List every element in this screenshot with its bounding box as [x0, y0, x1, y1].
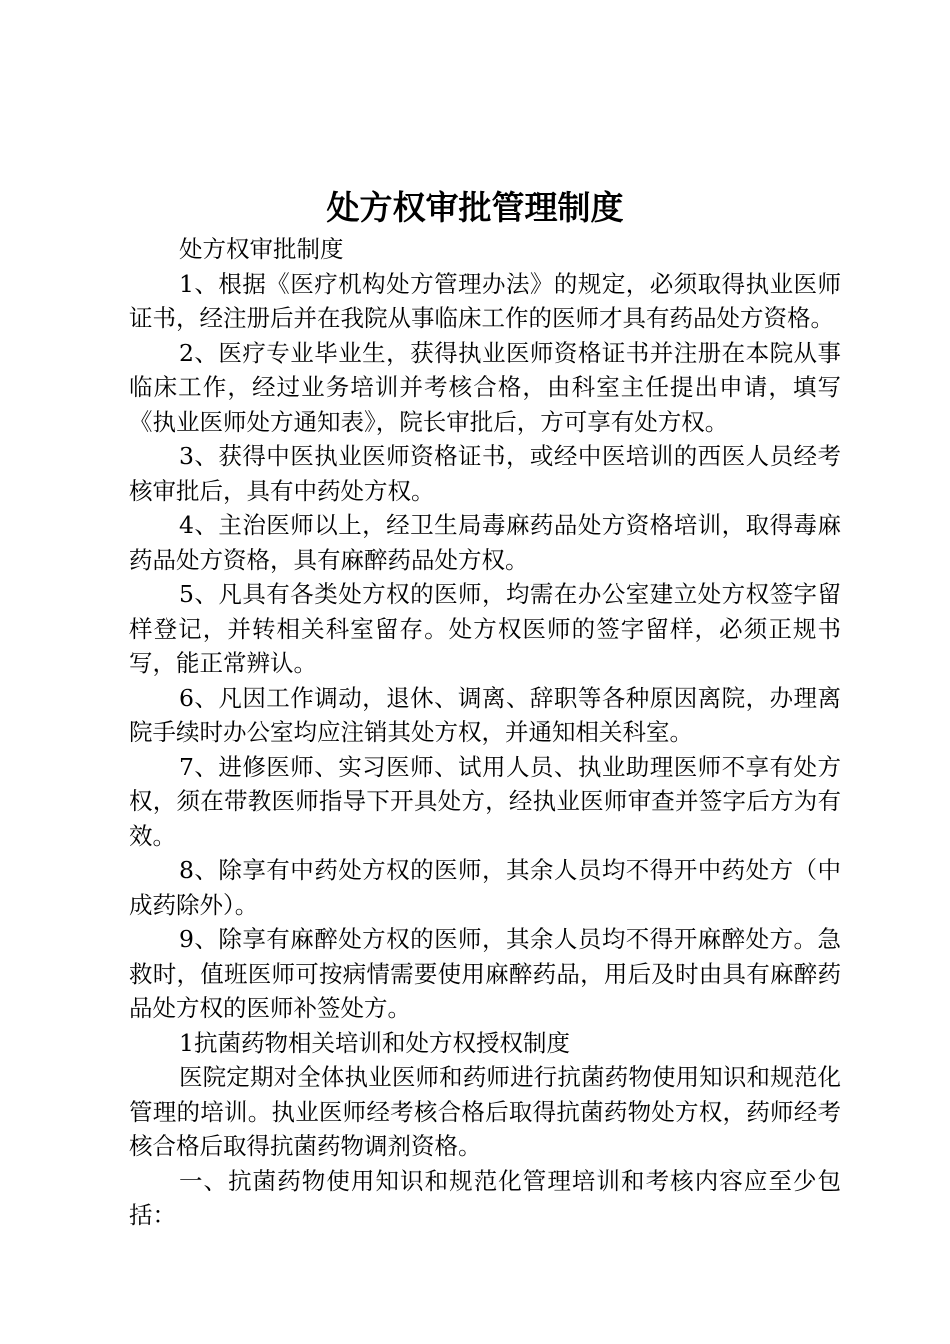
document-body [129, 232, 841, 1233]
paragraph-item-3: 3、获得中医执业医师资格证书，或经中医培训的西医人员经考核审批后，具有中药处方权。 [129, 442, 841, 505]
subheading-prescription-approval: 处方权审批制度 [179, 235, 344, 263]
paragraph-item-7: 7、进修医师、实习医师、试用人员、执业助理医师不享有处方权，须在带教医师指导下开具处方，经执业医师审查并签字后方为有效。 [129, 752, 841, 850]
paragraph-item-8: 8、除享有中药处方权的医师，其余人员均不得开中药处方（中成药除外）。 [129, 856, 841, 919]
paragraph-item-1: 1、根据《医疗机构处方管理办法》的规定，必须取得执业医师证书，经注册后并在我院从事临床工作的医师才具有药品处方资格。 [129, 269, 841, 332]
paragraph-item-6: 6、凡因工作调动，退休、调离、辞职等各种原因离院，办理离院手续时办公室均应注销其处方权，并通知相关科室。 [129, 683, 841, 746]
paragraph-item-9: 9、除享有麻醉处方权的医师，其余人员均不得开麻醉处方。急救时，值班医师可按病情需要使用麻醉药品，用后及时由具有麻醉药品处方权的医师补签处方。 [129, 925, 841, 1022]
paragraph-item-5: 5、凡具有各类处方权的医师，均需在办公室建立处方权签字留样登记，并转相关科室留存。处方权医师的签字留样，必须正规书写，能正常辨认。 [129, 580, 841, 677]
document-title: 处方权审批管理制度 [326, 188, 624, 227]
subheading-antibiotic-training: 1抗菌药物相关培训和处方权授权制度 [179, 1028, 570, 1057]
paragraph-item-4: 4、主治医师以上，经卫生局毒麻药品处方资格培训，取得毒麻药品处方资格，具有麻醉药品处方权。 [129, 511, 841, 574]
paragraph-antibiotic-intro: 医院定期对全体执业医师和药师进行抗菌药物使用知识和规范化管理的培训。执业医师经考核合格后取得抗菌药物处方权，药师经考核合格后取得抗菌药物调剂资格。 [129, 1063, 841, 1160]
paragraph-training-content: 一、抗菌药物使用知识和规范化管理培训和考核内容应至少包括： [129, 1166, 841, 1229]
paragraph-item-2: 2、医疗专业毕业生，获得执业医师资格证书并注册在本院从事临床工作，经过业务培训并考核合格，由科室主任提出申请，填写《执业医师处方通知表》，院长审批后，方可享有处方权。 [129, 338, 841, 436]
